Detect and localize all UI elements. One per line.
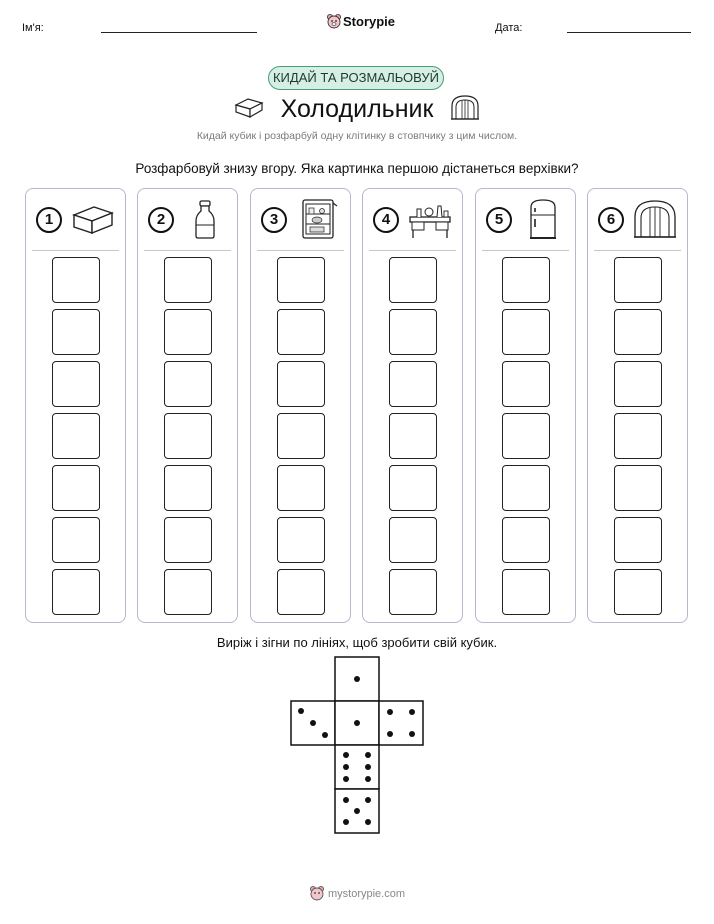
color-cell[interactable] — [277, 309, 325, 355]
footer — [309, 885, 409, 903]
footer-url[interactable]: mystorypie.com — [328, 888, 406, 900]
column-1 — [25, 188, 126, 623]
color-cell[interactable] — [277, 517, 325, 563]
color-cell[interactable] — [389, 361, 437, 407]
color-cell[interactable] — [614, 309, 662, 355]
color-cell[interactable] — [164, 569, 212, 615]
color-cell[interactable] — [52, 309, 100, 355]
bear-logo-icon — [309, 885, 325, 901]
color-cell[interactable] — [277, 361, 325, 407]
column-3 — [250, 188, 351, 623]
butter-block-icon — [70, 197, 116, 241]
color-cell[interactable] — [52, 257, 100, 303]
color-cell[interactable] — [164, 465, 212, 511]
column-number: 2 — [148, 207, 174, 233]
column-number: 6 — [598, 207, 624, 233]
color-cell[interactable] — [502, 257, 550, 303]
column-number: 3 — [261, 207, 287, 233]
color-cell[interactable] — [502, 361, 550, 407]
color-cell[interactable] — [389, 309, 437, 355]
cut-instruction: Виріж і зігни по лініях, щоб зробити свій кубик. — [216, 635, 498, 650]
column-4 — [362, 188, 463, 623]
dice-net — [290, 655, 426, 837]
activity-badge: КИДАЙ ТА РОЗМАЛЬОВУЙ — [268, 66, 444, 90]
column-divider — [369, 250, 456, 251]
color-cell[interactable] — [389, 569, 437, 615]
color-cell[interactable] — [502, 465, 550, 511]
name-line[interactable] — [101, 32, 257, 33]
subtitle: Кидай кубик і розфарбуй одну клітинку в стовпчику з цим числом. — [196, 130, 518, 142]
date-label: Дата: — [495, 22, 523, 34]
kitchen-table-icon — [407, 197, 453, 241]
arched-door-icon — [450, 94, 480, 120]
milk-bottle-icon — [182, 197, 228, 241]
color-cell[interactable] — [614, 569, 662, 615]
bear-logo-icon — [326, 13, 342, 29]
column-number: 4 — [373, 207, 399, 233]
column-number: 1 — [36, 207, 62, 233]
color-cell[interactable] — [614, 257, 662, 303]
color-cell[interactable] — [164, 517, 212, 563]
color-cell[interactable] — [52, 361, 100, 407]
color-cell[interactable] — [277, 413, 325, 459]
brand-name: Storypie — [343, 14, 396, 29]
color-cell[interactable] — [502, 309, 550, 355]
column-divider — [144, 250, 231, 251]
open-fridge-icon — [295, 197, 341, 241]
color-cell[interactable] — [277, 569, 325, 615]
color-cell[interactable] — [164, 361, 212, 407]
color-cell[interactable] — [277, 257, 325, 303]
arched-door-icon — [632, 197, 678, 241]
color-cell[interactable] — [164, 413, 212, 459]
column-6 — [587, 188, 688, 623]
column-divider — [594, 250, 681, 251]
color-cell[interactable] — [389, 517, 437, 563]
color-cell[interactable] — [614, 517, 662, 563]
name-label: Ім'я: — [22, 22, 44, 34]
color-cell[interactable] — [277, 465, 325, 511]
column-divider — [32, 250, 119, 251]
color-cell[interactable] — [52, 413, 100, 459]
dice-face-lower — [335, 745, 379, 789]
date-line[interactable] — [567, 32, 691, 33]
column-number: 5 — [486, 207, 512, 233]
color-cell[interactable] — [614, 361, 662, 407]
column-5 — [475, 188, 576, 623]
color-cell[interactable] — [614, 465, 662, 511]
brand-logo — [326, 13, 396, 31]
color-cell[interactable] — [52, 465, 100, 511]
closed-fridge-icon — [520, 197, 566, 241]
column-divider — [257, 250, 344, 251]
instruction: Розфарбовуй знизу вгору. Яка картинка першою дістанеться верхівки? — [135, 161, 579, 176]
color-cell[interactable] — [389, 413, 437, 459]
column-divider — [482, 250, 569, 251]
color-cell[interactable] — [164, 257, 212, 303]
color-cell[interactable] — [164, 309, 212, 355]
color-cell[interactable] — [52, 569, 100, 615]
color-cell[interactable] — [389, 257, 437, 303]
color-cell[interactable] — [614, 413, 662, 459]
color-cell[interactable] — [52, 517, 100, 563]
color-cell[interactable] — [502, 569, 550, 615]
color-cell[interactable] — [389, 465, 437, 511]
dice-face-right — [379, 701, 423, 745]
color-cell[interactable] — [502, 413, 550, 459]
color-cell[interactable] — [502, 517, 550, 563]
column-2 — [137, 188, 238, 623]
page-title: Холодильник — [280, 95, 434, 123]
